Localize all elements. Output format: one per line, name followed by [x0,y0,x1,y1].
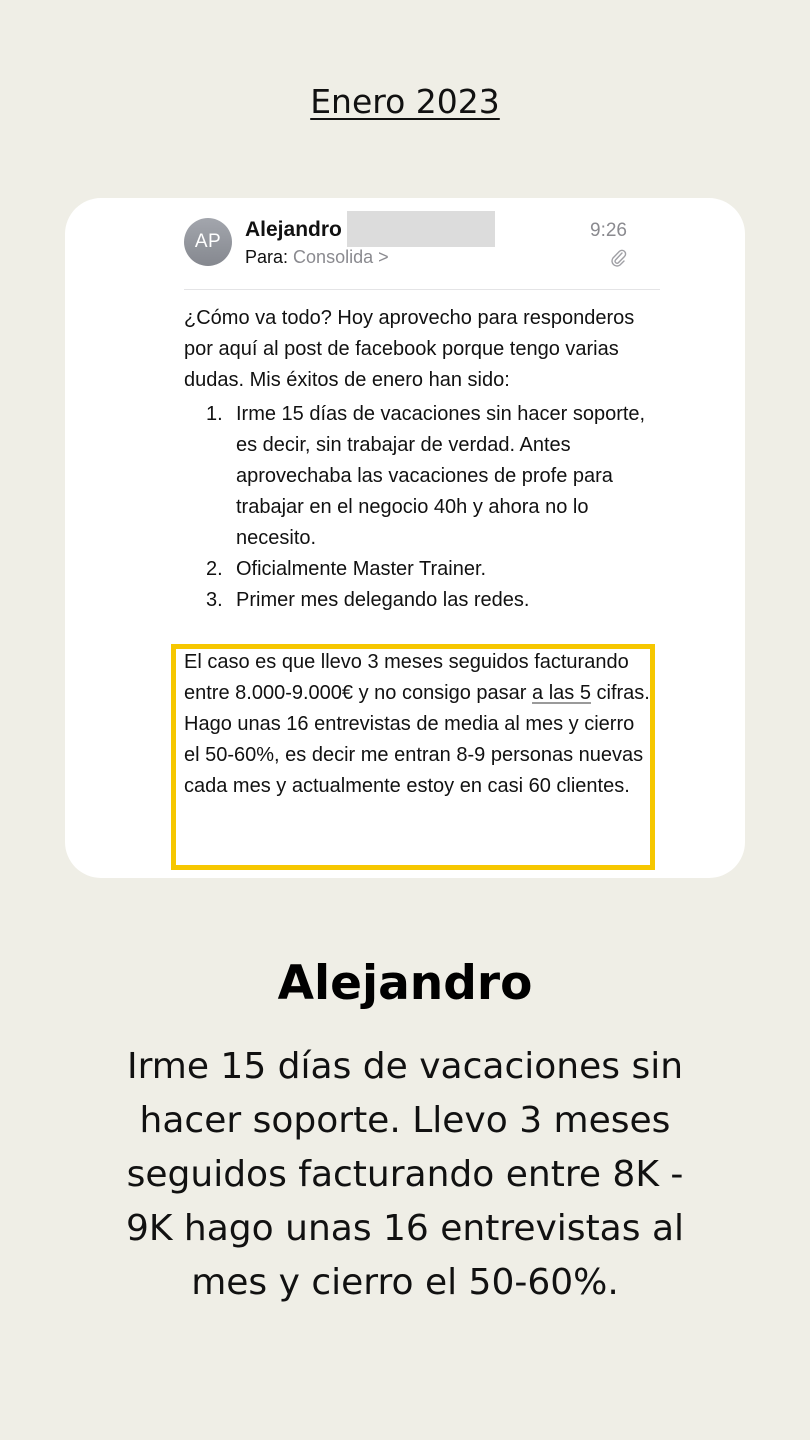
recipient-line [245,245,389,269]
page-title: Enero 2023 [310,82,500,121]
body-intro: ¿Cómo va todo? Hoy aprovecho para responderos por aquí al post de facebook porque tengo varias dudas. Mis éxitos de enero han sido: [184,307,635,391]
list-item [184,399,654,554]
list-number: 3. [206,589,223,611]
redacted-surname [347,211,495,247]
list-text: Oficialmente Master Trainer. [236,558,487,580]
email-timestamp: 9:26 [590,220,627,241]
wins-list [184,399,654,616]
list-item [184,554,654,585]
list-text: Irme 15 días de vacaciones sin hacer soporte, es decir, sin trabajar de verdad. Antes aprovechaba las vacaciones de profe para trabajar en el negocio 40h y ahora no lo necesito. [236,403,646,549]
testimonial-summary: Irme 15 días de vacaciones sin hacer soporte. Llevo 3 meses seguidos facturando entre 8K - 9K hago unas 16 entrevistas al mes y cierro el 50-60%. [125,1046,685,1303]
highlight-box [171,644,655,870]
closing-underlined-text: a las 5 [532,682,591,704]
paperclip-icon [609,247,627,267]
closing-text: El caso es que llevo 3 meses seguidos facturando entre 8.000-9.000€ y no consigo pasar [184,651,629,704]
list-number: 1. [206,403,223,425]
list-item [184,585,654,616]
list-number: 2. [206,558,223,580]
avatar: AP [184,218,232,266]
sender-name: Alejandro [245,218,342,241]
list-text: Primer mes delegando las redes. [236,589,530,611]
recipient-label: Para: [245,247,289,267]
header-divider [184,289,660,290]
testimonial-name: Alejandro [277,956,533,1011]
email-screenshot-card [65,198,745,878]
closing-text: cifras. Hago unas 16 entrevistas de media al mes y cierro el 50-60%, es decir me entran 8-9 personas nuevas cada mes y actualmente estoy en casi 60 clientes. [184,682,650,797]
recipient-link[interactable]: Consolida > [293,247,389,267]
email-body [184,303,654,616]
